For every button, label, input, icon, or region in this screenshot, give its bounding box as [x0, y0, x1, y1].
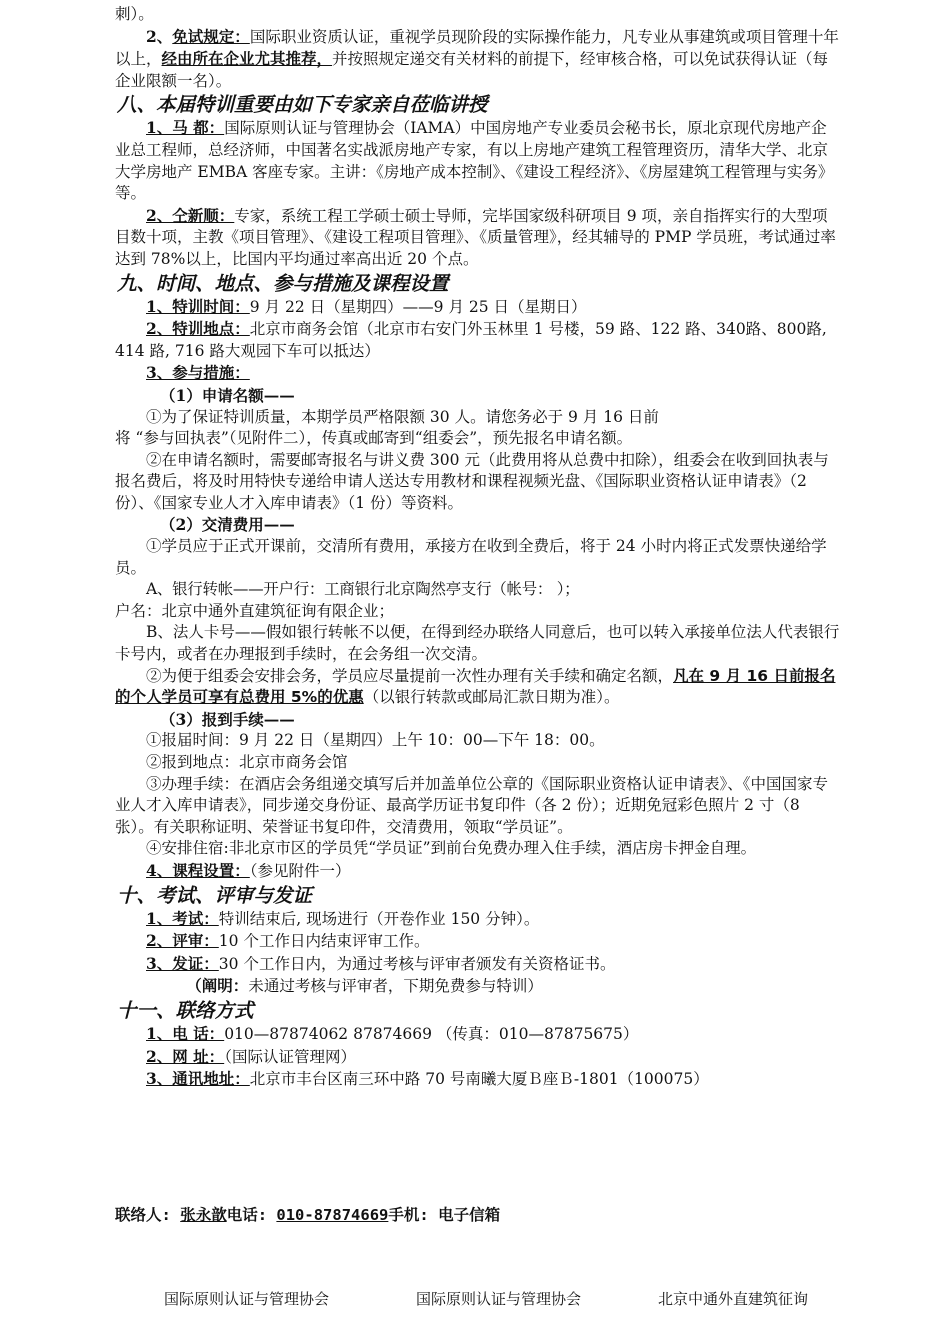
item-label: 2、评审： [146, 931, 219, 951]
item-label: 1、电 话： [146, 1023, 225, 1043]
text-paragraph: B、法人卡号——假如银行转帐不以便，在得到经办联络人同意后，也可以转入承接单位法人代表银行卡号内，或者在办理报到手续时，在会务组一次交清。 [115, 623, 840, 664]
text-paragraph: ③办理手续：在酒店会务组递交填写后并加盖单位公章的《国际职业资格认证申请表》、《中国国家专业人才入库申请表》，同步递交身份证、最高学历证书复印件（各 2 份）；近期免冠彩色照片 2 寸（8 张）。有关职称证明、荣誉证书复印件，交清费用，领取“学员证”。 [115, 774, 829, 836]
expert-paragraph-2 [115, 205, 840, 271]
text-span: 北京市丰台区南三环中路 70 号南曦大厦Ｂ座Ｂ-1801（100075） [249, 1070, 709, 1089]
item-label: 1、考试： [146, 908, 219, 928]
text-paragraph: ②在申请名额时，需要邮寄报名与讲义费 300 元（此费用将从总费中扣除），组委会在收到回执表与报名费后，将及时用特快专递给申请人送达专用教材和课程视频光盘、《国际职业资格认证申请表》（2 份）、《国家专业人才入库申请表》（1 份）等资料。 [115, 450, 829, 512]
address-line [115, 1068, 840, 1091]
text-line: 将 “参与回执表”（见附件二），传真或邮寄到“组委会”，预先报名申请名额。 [115, 429, 633, 448]
subheading-application: （1）申请名额—— [159, 385, 295, 405]
footer-org-1: 国际原则认证与管理协会 [164, 1290, 330, 1308]
document-body [115, 4, 840, 1091]
text-span: （参见附件一） [249, 861, 351, 880]
item-label: 3、发证： [146, 953, 219, 973]
subheading-registration: （3）报到手续—— [159, 709, 295, 729]
expert-paragraph-1 [115, 117, 840, 204]
footer-org-3: 北京中通外直建筑征询 [658, 1290, 809, 1308]
exemption-paragraph [115, 26, 840, 93]
text-line: ①报届时间：9 月 22 日（星期四）上午 10：00—下午 18：00。 [146, 731, 605, 750]
schedule-time [115, 296, 840, 319]
email-label: 电子信箱 [438, 1206, 501, 1224]
text-span: 9 月 22 日（星期四）——9 月 25 日（星期日） [249, 297, 587, 316]
section-heading-9: 九、时间、地点、参与措施及课程设置 [117, 271, 449, 295]
exam-line [115, 908, 840, 931]
schedule-place [115, 318, 840, 362]
text-span: 未通过考核与评审者，下期免费参与特训） [248, 977, 543, 996]
review-line [115, 930, 840, 953]
item-label: 1、马 都： [146, 118, 225, 138]
phone-line [115, 1023, 840, 1046]
text-span: 国际原则认证与管理协会（IAMA）中国房地产专业委员会秘书长，原北京现代房地产企业总工程师，总经济师，中国著名实战派房地产专家，有以上房地产建筑工程管理资历，清华大学、北京大学房地产 EMBA 客座专家。主讲：《房地产成本控制》、《建设工程经济》、《房屋建筑工程管理与实务》等。 [115, 119, 834, 203]
text-paragraph: ①学员应于正式开课前，交清所有费用，承接方在收到全费后，将于 24 小时内将正式发票快递给学员。 [115, 537, 827, 577]
emphasis-text: 经由所在企业尤其推荐， [161, 49, 333, 69]
note-line [115, 975, 840, 998]
footer-org-2: 国际原则认证与管理协会 [416, 1290, 582, 1308]
account-name-line: 户名：北京中通外直建筑征询有限企业； [115, 601, 395, 620]
course-setting [115, 860, 840, 883]
bank-transfer-line: A、银行转帐——开户行：工商银行北京陶然亭支行（帐号： ）； [146, 580, 580, 599]
text-span: 国际职业资质认证，重视学员现阶段的实际操作能力，凡专业从事建筑或项目管理十年以上， [115, 27, 839, 69]
text-span: （以银行转款或邮局汇款日期为准）。 [363, 688, 620, 707]
text-span: 特训结束后, 现场进行（开卷作业 150 分钟）。 [218, 909, 540, 928]
phone-label: 电话: [226, 1206, 268, 1224]
contact-name: 张永歆 [180, 1206, 227, 1224]
text-span: 并按照规定递交有关材料的前提下，经审核合格，可以免试获得认证（每企业限额一名）。 [115, 50, 829, 90]
participation-heading [115, 362, 840, 385]
item-label: 4、课程设置： [146, 860, 250, 880]
text-span: （国际认证管理网） [224, 1047, 356, 1066]
section-heading-8: 八、本届特训重要由如下专家亲自莅临讲授 [117, 93, 488, 117]
subheading-fees: （2）交清费用—— [159, 515, 295, 535]
text-line: ①为了保证特训质量，本期学员严格限额 30 人。请您务必于 9 月 16 日前 [146, 407, 659, 426]
text-span: 北京市商务会馆（北京市右安门外玉林里 1 号楼，59 路、122 路、340路、800路, 414 路, 716 路大观园下车可以抵达） [115, 320, 827, 360]
text-line: ②报到地点：北京市商务会馆 [146, 753, 348, 771]
item-label: 免试规定： [172, 26, 250, 46]
text-line: 刺）。 [115, 5, 154, 23]
item-label: 2、特训地点： [146, 319, 250, 339]
website-line [115, 1046, 840, 1069]
discount-paragraph [115, 666, 840, 709]
text-span: 专家，系统工程工学硕士硕士导师，完毕国家级科研项目 9 项，亲自指挥实行的大型项目数十项，主教《项目管理》、《建设工程项目管理》、《质量管理》，经其辅导的 PMP 学员班，考试通过率达到 78%以上，比国内平均通过率高出近 20 个点。 [115, 206, 836, 268]
section-heading-11: 十一、联络方式 [117, 998, 254, 1022]
text-span: 010—87874062 87874669 （传真：010—87875675） [224, 1024, 639, 1043]
contact-phone: 010-87874669 [276, 1206, 389, 1224]
text-span: ②为便于组委会安排会务，学员应尽量提前一次性办理有关手续和确定名额， [146, 666, 674, 685]
item-label: 2、网 址： [146, 1046, 225, 1066]
item-label: 2、仝新顺： [146, 205, 235, 225]
discount-emphasis: 凡在 9 月 16 日前报名的个人学员可享有总费用 5%的优惠 [115, 666, 836, 707]
note-label: （阐明： [186, 976, 249, 996]
mobile-label: 手机: [388, 1206, 429, 1224]
text-span: 30 个工作日内，为通过考核与评审者颁发有关资格证书。 [218, 954, 616, 973]
item-number: 2、 [146, 26, 173, 46]
item-label: 1、特训时间： [146, 296, 250, 316]
text-paragraph: ④安排住宿:非北京市区的学员凭“学员证”到前台免费办理入住手续，酒店房卡押金自理。 [146, 839, 757, 858]
contact-label: 联络人: [115, 1206, 171, 1224]
section-heading-10: 十、考试、评审与发证 [117, 883, 313, 907]
contact-person-line [115, 1203, 500, 1225]
certificate-line [115, 953, 840, 976]
item-label: 3、通讯地址： [146, 1069, 250, 1089]
text-span: 10 个工作日内结束评审工作。 [218, 932, 430, 951]
item-label: 3、参与措施： [146, 363, 250, 383]
